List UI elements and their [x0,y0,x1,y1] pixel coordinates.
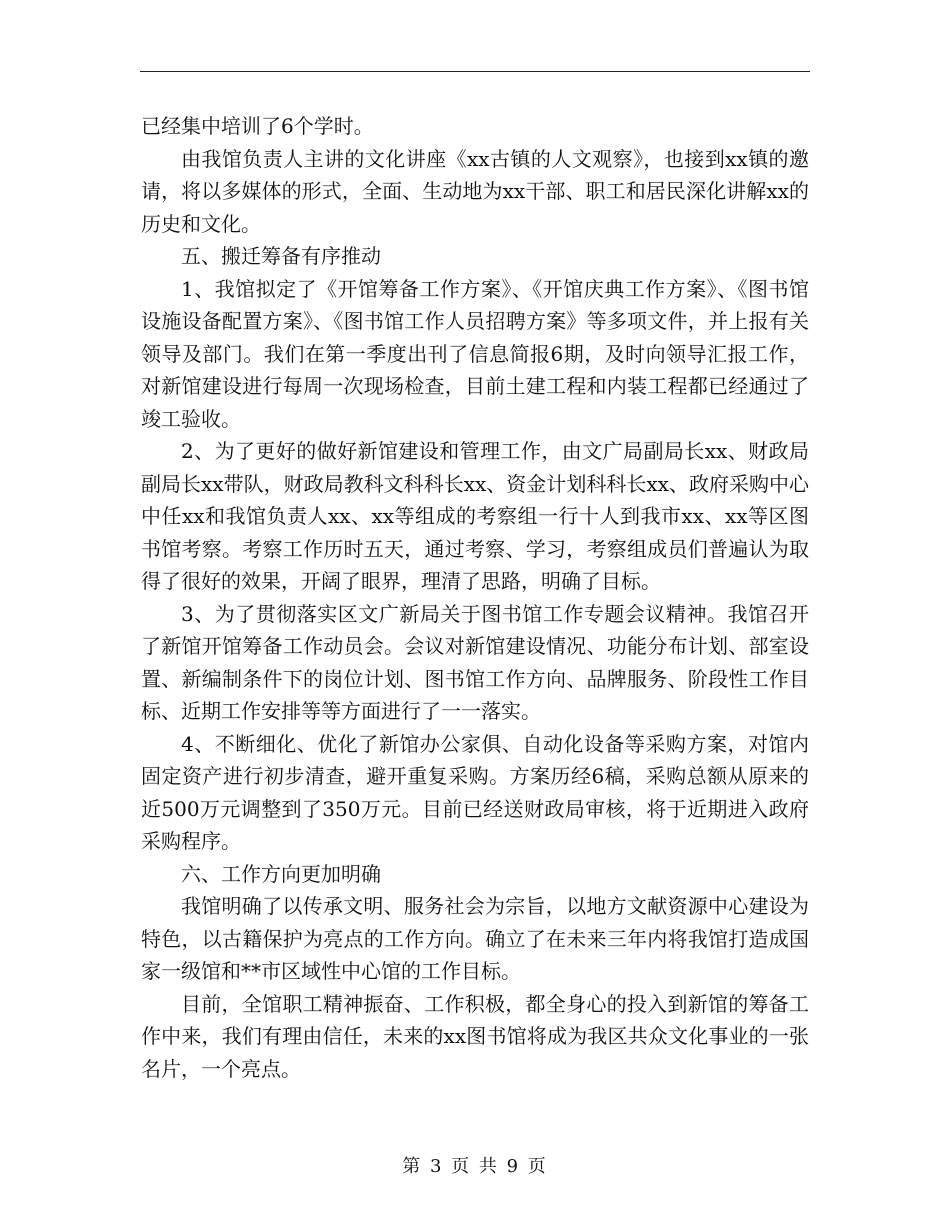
document-body [141,110,809,1085]
header-rule [140,71,810,72]
section-heading-6: 六、工作方向更加明确 [181,861,381,886]
page-number: 第 3 页 共 9 页 [402,1156,548,1177]
paragraph-item-1: 1、我馆拟定了《开馆筹备工作方案》、《开馆庆典工作方案》、《图书馆设施设备配置方案》、《图书馆工作人员招聘方案》等多项文件，并上报有关领导及部门。我们在第一季度出刊了信息简报6期，及时向领导汇报工作，对新馆建设进行每周一次现场检查，目前土建工程和内装工程都已经通过了竣工验收。 [141,276,809,431]
section-heading-5: 五、搬迁筹备有序推动 [181,244,381,268]
paragraph-1: 已经集中培训了6个学时。 [141,114,374,138]
paragraph-direction: 我馆明确了以传承文明、服务社会为宗旨，以地方文献资源中心建设为特色，以古籍保护为亮点的工作方向。确立了在未来三年内将我馆打造成国家一级馆和**市区域性中心馆的工作目标。 [141,894,809,983]
paragraph-item-4: 4、不断细化、优化了新馆办公家俱、自动化设备等采购方案，对馆内固定资产进行初步清查，避开重复采购。方案历经6稿，采购总额从原来的近500万元调整到了350万元。目前已经送财政局审核，将于近期进入政府采购程序。 [141,731,809,853]
paragraph-2: 由我馆负责人主讲的文化讲座《xx古镇的人文观察》，也接到xx镇的邀请，将以多媒体的形式，全面、生动地为xx干部、职工和居民深化讲解xx的历史和文化。 [141,146,809,236]
paragraph-item-3: 3、为了贯彻落实区文广新局关于图书馆工作专题会议精神。我馆召开了新馆开馆筹备工作动员会。会议对新馆建设情况、功能分布计划、部室设置、新编制条件下的岗位计划、图书馆工作方向、品牌服务、阶段性工作目标、近期工作安排等等方面进行了一一落实。 [141,601,809,723]
paragraph-item-2: 2、为了更好的做好新馆建设和管理工作，由文广局副局长xx、财政局副局长xx带队，财政局教科文科科长xx、资金计划科科长xx、政府采购中心中任xx和我馆负责人xx、xx等组成的考察组一行十人到我市xx、xx等区图书馆考察。考察工作历时五天，通过考察、学习，考察组成员们普遍认为取得了很好的效果，开阔了眼界，理清了思路，明确了目标。 [141,439,809,593]
paragraph-closing: 目前，全馆职工精神振奋、工作积极，都全身心的投入到新馆的筹备工作中来，我们有理由信任，未来的xx图书馆将成为我区共众文化事业的一张名片，一个亮点。 [141,991,809,1081]
